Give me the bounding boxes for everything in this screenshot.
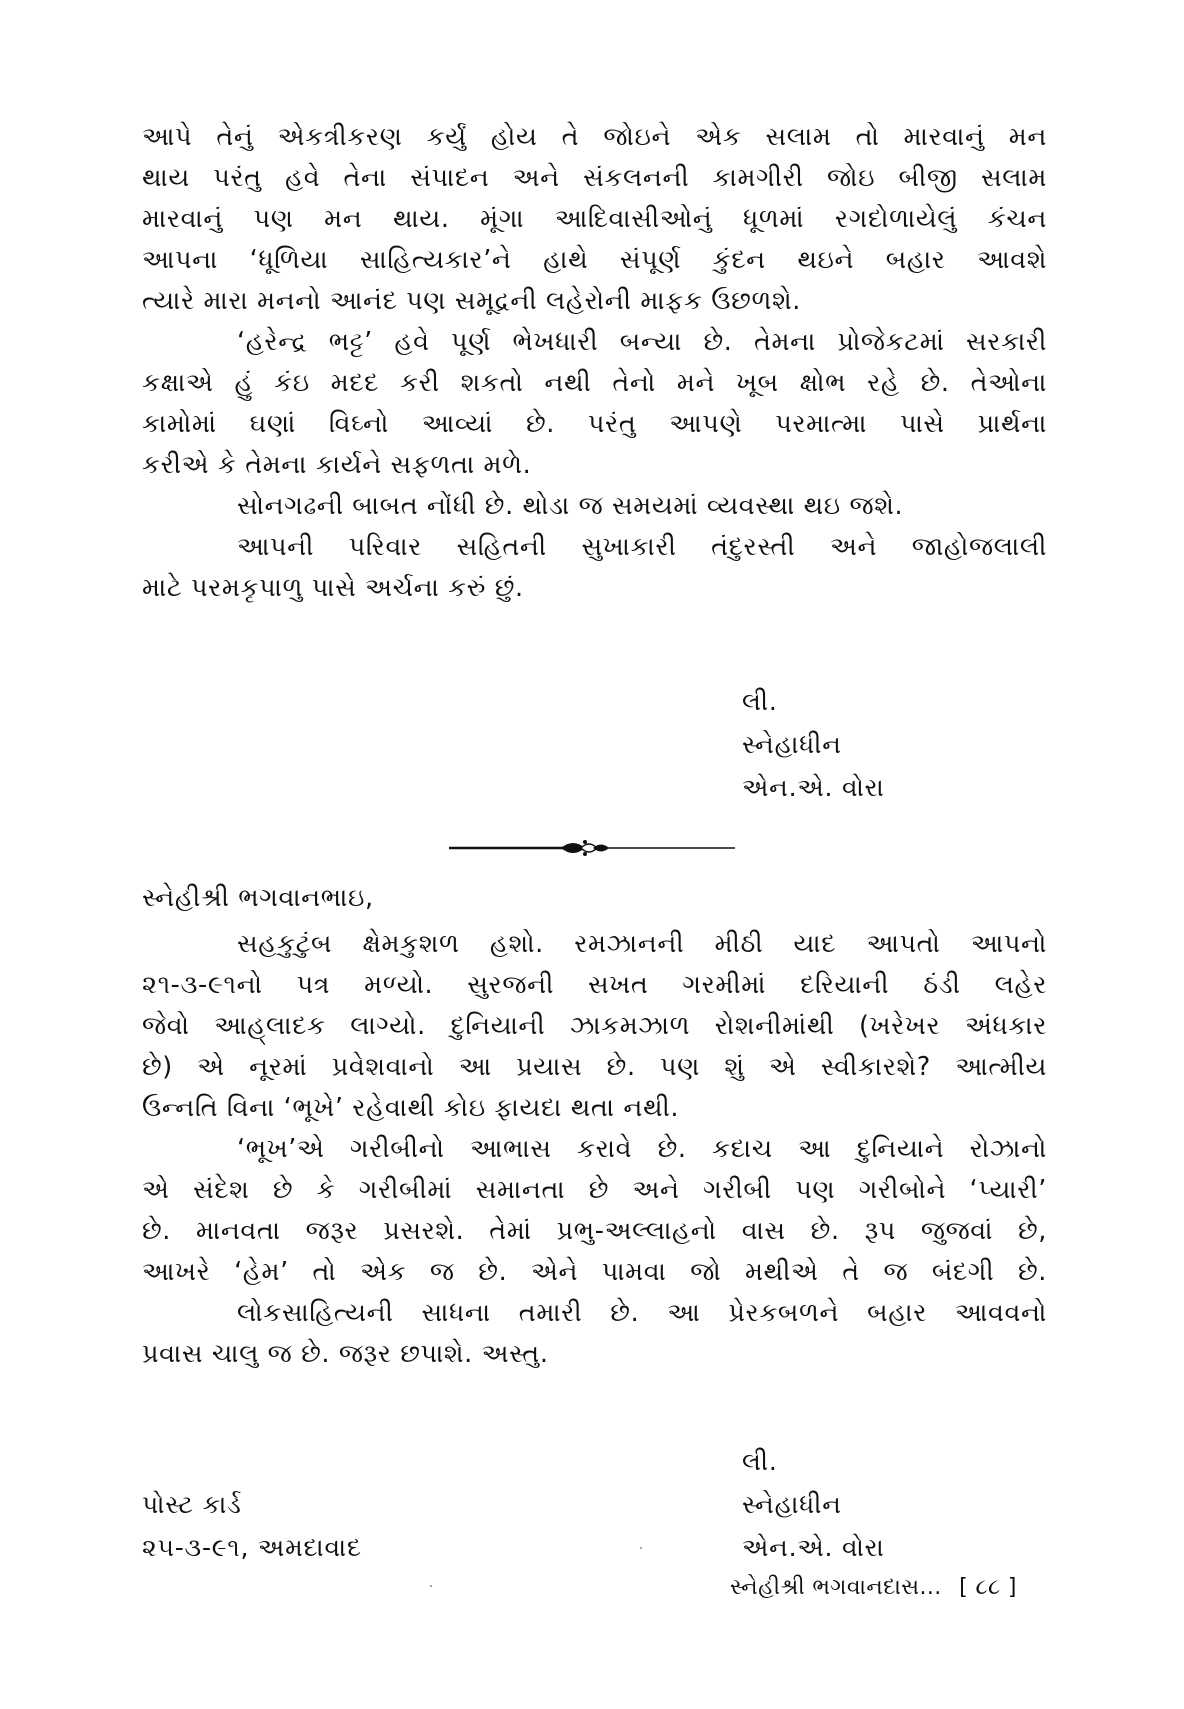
page-number: [ ૮૮ ]	[959, 1575, 1017, 1600]
letter1-para1-line: આપે તેનું એકત્રીકરણ કર્યું હોય તે જોઇને એક સલામ તો મારવાનું મન	[142, 122, 1047, 152]
letter1-para1-line: મારવાનું પણ મન થાય. મૂંગા આદિવાસીઓનું ધૂળમાં રગદોળાયેલું કંચન	[142, 204, 1047, 234]
letter1-para3-line: સોનગઢની બાબત નોંધી છે. થોડા જ સમયમાં વ્યવસ્થા થઇ જશે.	[237, 491, 904, 521]
letter1-para2-line: કક્ષાએ હું કંઇ મદદ કરી શકતો નથી તેનો મને ખૂબ ક્ષોભ રહે છે. તેઓના	[142, 368, 1047, 398]
signature-closing: લી.	[742, 687, 778, 716]
letter1-para1-line: ત્યારે મારા મનનો આનંદ પણ સમૂદ્રની લહેરોની માફક ઉછળશે.	[142, 286, 801, 316]
page-footer	[730, 1573, 1017, 1603]
letter1-para2-line: ‘હરેન્દ્ર ભટ્ટ’ હવે પૂર્ણ ભેખધારી બન્યા છે. તેમના પ્રોજેકટમાં સરકારી	[237, 327, 1047, 357]
letter2-para2-line: ‘ભૂખ’એ ગરીબીનો આભાસ કરાવે છે. કદાચ આ દુનિયાને રોઝાનો	[237, 1134, 1047, 1164]
running-title: સ્નેહીશ્રી ભગવાનદાસ...	[730, 1575, 942, 1600]
letter1-para4-line: આપની પરિવાર સહિતની સુખાકારી તંદુરસ્તી અને જાહોજલાલી	[237, 532, 1047, 562]
letter2-body	[142, 924, 1047, 1375]
letter2-para3-line: પ્રવાસ ચાલુ જ છે. જરૂર છપાશે. અસ્તુ.	[142, 1339, 549, 1369]
date-place: ૨૫-૩-૯૧, અમદાવાદ	[142, 1533, 362, 1562]
letter2-para2-line: આખરે ‘હેમ’ તો એક જ છે. એને પામવા જો મથીએ તે જ બંદગી છે.	[142, 1257, 1047, 1287]
ornamental-divider	[449, 838, 735, 858]
letter2-para1-line: છે) એ નૂરમાં પ્રવેશવાનો આ પ્રયાસ છે. પણ શું એ સ્વીકારશે? આત્મીય	[142, 1052, 1047, 1082]
signature-regards: સ્નેહાધીન	[742, 1490, 842, 1519]
letter1-para2-line: કામોમાં ઘણાં વિઘ્નો આવ્યાં છે. પરંતુ આપણે પરમાત્મા પાસે પ્રાર્થના	[142, 409, 1047, 439]
flourish-icon	[561, 840, 609, 856]
letter1-para1-line: થાય પરંતુ હવે તેના સંપાદન અને સંકલનની કામગીરી જોઇ બીજી સલામ	[142, 163, 1047, 193]
letter2-para2-line: છે. માનવતા જરૂર પ્રસરશે. તેમાં પ્રભુ-અલ્લાહનો વાસ છે. રૂપ જુજવાં છે,	[142, 1216, 1047, 1246]
signature-closing: લી.	[742, 1447, 778, 1476]
letter1-signature	[742, 680, 885, 809]
signature-name: એન.એ. વોરા	[742, 1533, 885, 1562]
letter-type: પોસ્ટ કાર્ડ	[142, 1490, 242, 1519]
letter2-para1-line: સહકુટુંબ ક્ષેમકુશળ હશો. રમઝાનની મીઠી યાદ આપતો આપનો	[237, 929, 1047, 959]
letter1-para2-line: કરીએ કે તેમના કાર્યને સફળતા મળે.	[142, 450, 532, 480]
letter2-para2-line: એ સંદેશ છે કે ગરીબીમાં સમાનતા છે અને ગરીબી પણ ગરીબોને ‘પ્યારી’	[142, 1175, 1047, 1205]
scan-speck	[430, 1585, 432, 1587]
letter2-signature	[742, 1440, 885, 1569]
letter2-para1-line: જેવો આહ્‌લાદક લાગ્યો. દુનિયાની ઝાકમઝાળ રોશનીમાંથી (ખરેખર અંધકાર	[142, 1011, 1047, 1041]
signature-regards: સ્નેહાધીન	[742, 730, 842, 759]
letter1-body	[142, 117, 1047, 609]
signature-name: એન.એ. વોરા	[742, 773, 885, 802]
letter2-meta	[142, 1483, 362, 1569]
letter2-salutation: સ્નેહીશ્રી ભગવાનભાઇ,	[142, 883, 374, 913]
letter2-para1-line: ઉન્નતિ વિના ‘ભૂખે’ રહેવાથી કોઇ ફાયદા થતા નથી.	[142, 1093, 680, 1123]
letter2-para3-line: લોકસાહિત્યની સાધના તમારી છે. આ પ્રેરકબળને બહાર આવવનો	[237, 1298, 1047, 1328]
letter2-para1-line: ૨૧-૩-૯૧નો પત્ર મળ્યો. સુરજની સખત ગરમીમાં દરિયાની ઠંડી લહેર	[142, 970, 1047, 1000]
letter1-para1-line: આપના ‘ધૂળિયા સાહિત્યકાર’ને હાથે સંપૂર્ણ કુંદન થઇને બહાર આવશે	[142, 245, 1047, 275]
letter1-para4-line: માટે પરમકૃપાળુ પાસે અર્ચના કરું છું.	[142, 573, 524, 603]
scan-speck	[640, 1547, 642, 1549]
